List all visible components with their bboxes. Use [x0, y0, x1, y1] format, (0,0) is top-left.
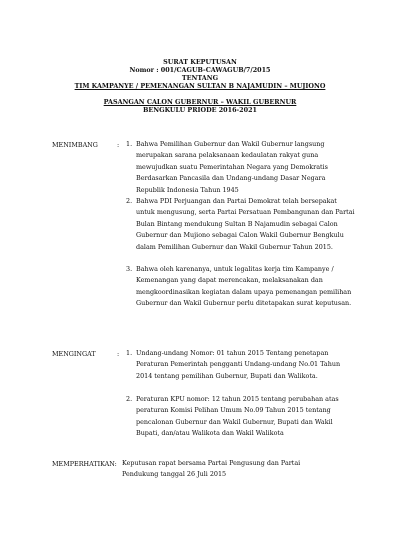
- memperhatikan-text: Keputusan rapat bersama Partai Pengusung dan Partai Pendukung tanggal 26 Juli 2015: [122, 459, 301, 479]
- item-number: 1.: [126, 349, 133, 357]
- item-text: Bahwa oleh karenanya, untuk legalitas kerja tim Kampanye / Kemenangan yang dapat merencakan, melaksanakan dan mengkoordinasikan kegiatan dalam upaya pemenangan pemilihan Gubernur dan Wakil Gubernur perlu ditetapakan surat keputusan.: [136, 265, 352, 308]
- menimbang-item-3: [126, 264, 356, 310]
- item-number: 3.: [126, 265, 133, 273]
- item-number: 1.: [126, 140, 133, 148]
- mengingat-item-2: [126, 394, 356, 440]
- item-number: 2.: [126, 197, 133, 205]
- item-number: 2.: [126, 395, 133, 403]
- menimbang-label: MENIMBANG: [52, 141, 98, 149]
- doc-subject-2: PASANGAN CALON GUBERNUR – WAKIL GUBERNUR: [103, 98, 297, 106]
- item-text: Bahwa PDI Perjuangan dan Partai Demokrat telah bersepakat untuk mengusung, serta Partai Persatuan Pembangunan dan Partai Bulan Bintang mendukung Sultan B Najamudin sebagai Calon Gubernur dan Mujiono sebagai Calon Wakil Gubernur Bengkulu dalam Pemilihan Gubernur dan Wakil Gubernur Tahun 2015.: [136, 197, 355, 251]
- item-text: Peraturan KPU nomor: 12 tahun 2015 tentang perubahan atas peraturan Komisi Pelihan Umum No.09 Tahun 2015 tentang pencalonan Gubernur dan Wakil Gubernur, Bupati dan Wakil Bupati, dan/atau Walikota dan Wakil Walikota: [136, 395, 339, 438]
- doc-tentang: TENTANG: [181, 74, 219, 82]
- menimbang-item-1: [126, 139, 356, 196]
- item-text: Bahwa Pemilihan Gubernur dan Wakil Gubernur langsung merupakan sarana pelaksanaan kedaulatan rakyat guna mewujudkan suatu Pemerintahan Negara yang Demokratis Berdasarkan Pancasila dan Undang-undang Dasar Negara Republik Indonesia Tahun 1945: [136, 140, 328, 194]
- menimbang-item-2: [126, 196, 356, 253]
- mengingat-item-1: [126, 348, 356, 382]
- mengingat-label: MENGINGAT: [52, 350, 96, 358]
- memperhatikan-label: MEMPERHATIKAN:: [52, 460, 117, 468]
- doc-subject: TIM KAMPANYE / PEMENANGAN SULTAN B NAJAMUDIN – MUJIONO: [74, 82, 326, 90]
- mengingat-colon: :: [117, 350, 120, 358]
- doc-number: Nomor : 001/CAGUB-CAWAGUB/7/2015: [129, 66, 271, 74]
- menimbang-colon: :: [117, 141, 120, 149]
- item-text: Undang-undang Nomor: 01 tahun 2015 Tentang penetapan Peraturan Pemerintah pengganti Undang-undang No.01 Tahun 2014 tentang pemilihan Gubernur, Bupati dan Walikota.: [136, 349, 341, 380]
- doc-title: SURAT KEPUTUSAN: [163, 58, 237, 66]
- doc-period: BENGKULU PRIODE 2016-2021: [143, 106, 257, 114]
